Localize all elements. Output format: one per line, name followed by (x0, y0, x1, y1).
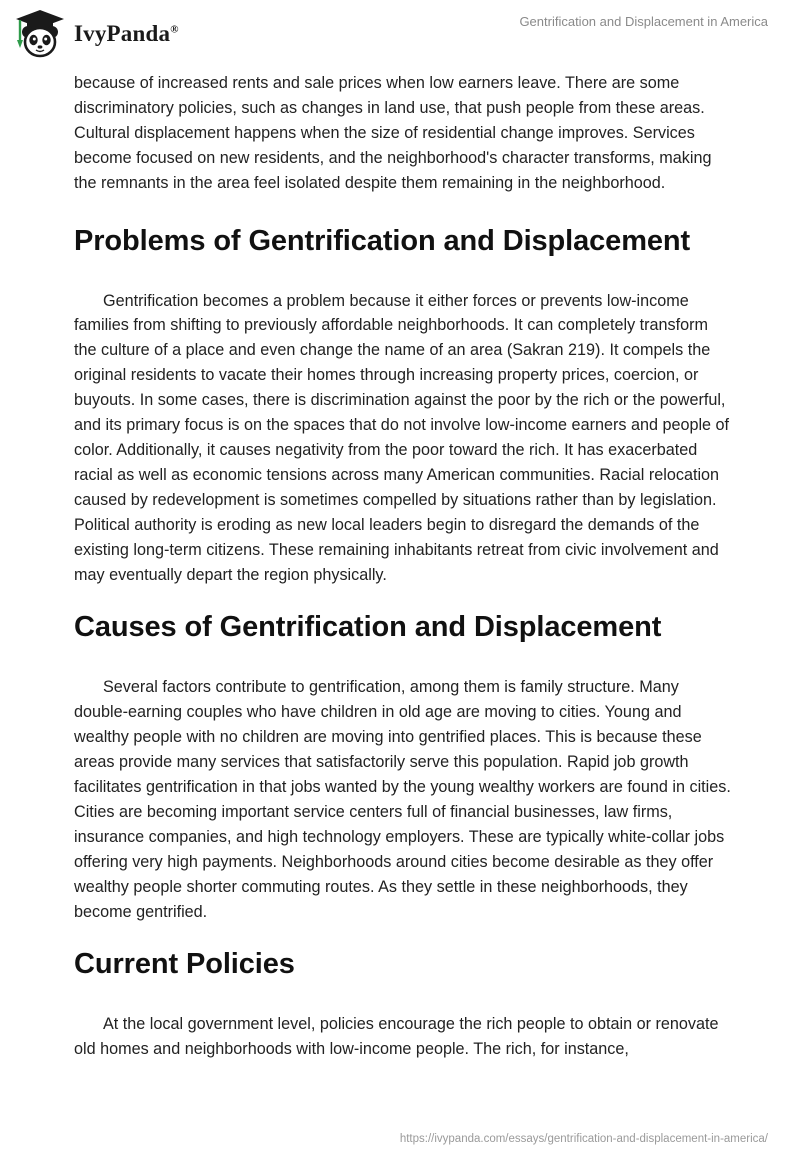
heading-causes: Causes of Gentrification and Displacement (74, 611, 662, 644)
page-header (0, 0, 800, 72)
essay-content (74, 71, 734, 1062)
heading-problems: Problems of Gentrification and Displacement (74, 224, 691, 257)
panda-logo-icon (12, 8, 68, 60)
source-url[interactable]: https://ivypanda.com/essays/gentrification-and-displacement-in-america/ (399, 1133, 768, 1145)
paragraph-current-policies: At the local government level, policies encourage the rich people to obtain or renovate old homes and neighborhoods with low-income people. The rich, for instance, (74, 1015, 719, 1059)
logo-wordmark: IvyPanda® (74, 21, 179, 46)
paragraph-causes: Several factors contribute to gentrification, among them is family structure. Many double-earning couples who have children in old age are moving to cities. Young and wealthy people with no children are moving into gentrified places. This is because these areas provide many services that satisfactorily serve this population. Rapid job growth facilitates gentrification in that jobs wanted by the young wealthy workers are found in cities. Cities are becoming important service centers full of financial businesses, law firms, insurance companies, and high technology employers. These are typically white-collar jobs offering very high payments. Neighborhoods around cities become desirable as they offer wealthy people shorter commuting routes. As they settle in these neighborhoods, they become gentrified. (74, 678, 731, 921)
ivypanda-logo[interactable] (12, 8, 179, 60)
heading-current-policies: Current Policies (74, 948, 295, 981)
document-title: Gentrification and Displacement in America (519, 14, 768, 29)
intro-paragraph: because of increased rents and sale prices when low earners leave. There are some discriminatory policies, such as changes in land use, that push people from these areas. Cultural displacement happens when the size of residential change improves. Services become focused on new residents, and the neighborhood's character transforms, making the remnants in the area feel isolated despite them remaining in the neighborhood. (74, 74, 712, 192)
paragraph-problems: Gentrification becomes a problem because it either forces or prevents low-income families from shifting to previously affordable neighborhoods. It can completely transform the culture of a place and even change the name of an area (Sakran 219). It compels the original residents to vacate their homes through increasing property prices, coercion, or buyouts. In some cases, there is discrimination against the poor by the rich or the powerful, and its primary focus is on the spaces that do not involve low-income earners and people of color. Additionally, it causes negativity from the poor toward the rich. It has exacerbated racial as well as economic tensions across many American communities. Racial relocation caused by redevelopment is sometimes compelled by situations rather than by legislation. Political authority is eroding as new local leaders begin to disregard the demands of the existing long-term citizens. These remaining inhabitants retreat from civic involvement and may eventually depart the region physically. (74, 291, 730, 584)
